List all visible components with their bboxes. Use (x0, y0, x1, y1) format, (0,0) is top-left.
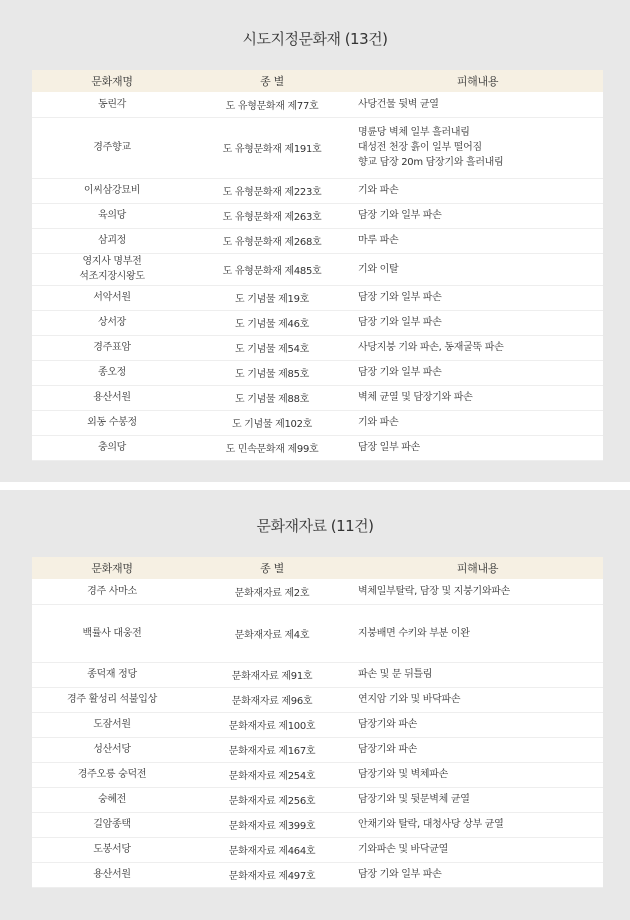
heritage-type: 도 유형문화재 제223호 (192, 178, 352, 203)
damage-description (352, 837, 603, 862)
heritage-name-line: 충의당 (97, 442, 127, 453)
heritage-name (32, 604, 192, 662)
table-row (32, 662, 603, 687)
heritage-name (32, 762, 192, 787)
heritage-name (32, 687, 192, 712)
heritage-name (32, 410, 192, 435)
heritage-type: 도 유형문화재 제268호 (192, 228, 352, 253)
heritage-type: 문화재자료 제2호 (192, 579, 352, 604)
damage-description-line: 담장기와 및 뒷문벽체 균열 (358, 794, 470, 805)
table-row (32, 862, 603, 887)
heritage-type: 문화재자료 제167호 (192, 737, 352, 762)
damage-description (352, 435, 603, 460)
table-row (32, 310, 603, 335)
table-row (32, 92, 603, 117)
damage-description (352, 762, 603, 787)
column-header-damage: 피해내용 (352, 557, 603, 579)
section-divider (0, 482, 630, 490)
column-header-name: 문화재명 (32, 557, 192, 579)
damage-description (352, 862, 603, 887)
heritage-type: 문화재자료 제100호 (192, 712, 352, 737)
heritage-name-line: 외동 수봉정 (87, 417, 137, 428)
heritage-name-line: 상서장 (97, 317, 127, 328)
damage-description (352, 360, 603, 385)
heritage-name (32, 385, 192, 410)
table-row (32, 385, 603, 410)
heritage-name (32, 117, 192, 178)
table-row (32, 117, 603, 178)
heritage-type: 도 기념물 제102호 (192, 410, 352, 435)
heritage-name (32, 837, 192, 862)
damage-description (352, 712, 603, 737)
damage-description-line: 사당건물 뒷벽 균열 (358, 98, 439, 110)
table-row (32, 228, 603, 253)
table-row (32, 762, 603, 787)
heritage-name-line: 육의당 (97, 210, 127, 221)
damage-description-line: 기와 이탈 (358, 263, 399, 275)
damage-description (352, 335, 603, 360)
damage-description-line: 담장 기와 일부 파손 (358, 317, 442, 328)
heritage-name (32, 253, 192, 285)
heritage-name-line: 경주 활성리 석불입상 (67, 694, 157, 705)
heritage-name-line: 동린각 (97, 98, 127, 110)
damage-description-line: 대성전 천장 흙이 일부 떨어짐 (358, 142, 482, 153)
damage-description-line: 명륜당 벽체 일부 흘러내림 (358, 127, 470, 138)
table-header-row (32, 557, 603, 579)
damage-description (352, 737, 603, 762)
damage-description (352, 285, 603, 310)
heritage-name-line: 경주오릉 숭덕전 (77, 769, 147, 780)
designated-heritage-table (32, 70, 603, 461)
heritage-materials-table (32, 557, 603, 888)
damage-description (352, 787, 603, 812)
damage-description-line: 향교 담장 20m 담장기와 흘러내림 (358, 157, 504, 168)
column-header-damage: 피해내용 (352, 70, 603, 92)
damage-description-line: 담장기와 파손 (358, 744, 418, 755)
damage-description (352, 812, 603, 837)
damage-description-line: 담장 기와 일부 파손 (358, 869, 442, 880)
heritage-type: 도 기념물 제19호 (192, 285, 352, 310)
section-title: 시도지정문화재 (13건) (242, 30, 388, 48)
table-row (32, 687, 603, 712)
heritage-name-line: 이씨삼강묘비 (83, 185, 141, 196)
heritage-name (32, 662, 192, 687)
heritage-type: 도 유형문화재 제191호 (192, 117, 352, 178)
damage-description-line: 기와 파손 (358, 185, 399, 196)
damage-description-line: 담장 기와 일부 파손 (358, 292, 442, 303)
table-row (32, 253, 603, 285)
damage-description-line: 벽체 균열 및 담장기와 파손 (358, 392, 473, 403)
column-header-name: 문화재명 (32, 70, 192, 92)
damage-description-line: 사당지붕 기와 파손, 동재굴뚝 파손 (358, 342, 504, 353)
heritage-type: 도 민속문화재 제99호 (192, 435, 352, 460)
damage-description (352, 92, 603, 117)
damage-description (352, 117, 603, 178)
heritage-name (32, 310, 192, 335)
damage-description-line: 지붕배면 수키와 부분 이완 (358, 627, 470, 639)
damage-description (352, 253, 603, 285)
heritage-name (32, 285, 192, 310)
damage-description-line: 담장기와 파손 (358, 719, 418, 730)
column-header-type: 종 별 (192, 70, 352, 92)
damage-description-line: 담장 일부 파손 (358, 442, 420, 453)
damage-description (352, 604, 603, 662)
heritage-name (32, 360, 192, 385)
table-row (32, 335, 603, 360)
heritage-type: 문화재자료 제497호 (192, 862, 352, 887)
heritage-type: 문화재자료 제91호 (192, 662, 352, 687)
heritage-name-line: 경주향교 (93, 142, 131, 153)
heritage-name-line: 종덕재 정당 (87, 669, 137, 680)
heritage-name (32, 712, 192, 737)
heritage-materials-panel (0, 490, 630, 920)
heritage-name (32, 435, 192, 460)
table-row (32, 837, 603, 862)
heritage-name (32, 335, 192, 360)
damage-description-line: 벽체일부탈락, 담장 및 지붕기와파손 (358, 585, 510, 597)
damage-description (352, 687, 603, 712)
damage-description-line: 파손 및 문 뒤틀림 (358, 669, 433, 680)
table-row (32, 360, 603, 385)
heritage-type: 문화재자료 제256호 (192, 787, 352, 812)
heritage-type: 문화재자료 제254호 (192, 762, 352, 787)
table-row (32, 737, 603, 762)
damage-description (352, 228, 603, 253)
heritage-type: 도 기념물 제54호 (192, 335, 352, 360)
table-row (32, 787, 603, 812)
table-row (32, 579, 603, 604)
heritage-name-line: 도봉서당 (93, 844, 131, 855)
table-row (32, 203, 603, 228)
damage-description-line: 기와파손 및 바닥균열 (358, 844, 448, 855)
heritage-type: 도 유형문화재 제263호 (192, 203, 352, 228)
table-row (32, 712, 603, 737)
damage-description (352, 310, 603, 335)
damage-description-line: 담장기와 및 벽체파손 (358, 769, 448, 780)
heritage-type: 문화재자료 제4호 (192, 604, 352, 662)
heritage-name-line: 종오정 (97, 367, 127, 378)
heritage-name (32, 178, 192, 203)
damage-description (352, 178, 603, 203)
heritage-name-line: 도잠서원 (93, 719, 131, 730)
heritage-type: 도 기념물 제46호 (192, 310, 352, 335)
heritage-name (32, 579, 192, 604)
heritage-name-line: 석조지장시왕도 (79, 271, 145, 282)
heritage-type: 도 기념물 제85호 (192, 360, 352, 385)
table-row (32, 285, 603, 310)
damage-description-line: 담장 기와 일부 파손 (358, 210, 442, 221)
heritage-name-line: 백률사 대웅전 (82, 627, 142, 639)
column-header-type: 종 별 (192, 557, 352, 579)
table-row (32, 410, 603, 435)
table-row (32, 812, 603, 837)
heritage-type: 도 기념물 제88호 (192, 385, 352, 410)
heritage-name-line: 용산서원 (93, 392, 131, 403)
heritage-name (32, 787, 192, 812)
damage-description (352, 662, 603, 687)
heritage-name (32, 862, 192, 887)
heritage-type: 도 유형문화재 제77호 (192, 92, 352, 117)
heritage-type: 문화재자료 제399호 (192, 812, 352, 837)
table-row (32, 178, 603, 203)
damage-description-line: 안채기와 탈락, 대청사당 상부 균열 (358, 819, 504, 830)
damage-description (352, 410, 603, 435)
heritage-name (32, 92, 192, 117)
table-row (32, 604, 603, 662)
heritage-type: 도 유형문화재 제485호 (192, 253, 352, 285)
damage-description (352, 579, 603, 604)
heritage-type: 문화재자료 제464호 (192, 837, 352, 862)
heritage-name (32, 228, 192, 253)
heritage-name (32, 737, 192, 762)
table-row (32, 435, 603, 460)
damage-description (352, 203, 603, 228)
heritage-name (32, 812, 192, 837)
heritage-name-line: 숭혜전 (97, 794, 127, 805)
heritage-name-line: 성산서당 (93, 744, 131, 755)
damage-description (352, 385, 603, 410)
heritage-name-line: 영지사 명부전 (82, 256, 142, 267)
heritage-name (32, 203, 192, 228)
heritage-name-line: 경주표암 (93, 342, 131, 353)
heritage-type: 문화재자료 제96호 (192, 687, 352, 712)
heritage-name-line: 용산서원 (93, 869, 131, 880)
table-header-row (32, 70, 603, 92)
damage-description-line: 기와 파손 (358, 417, 399, 428)
section-title: 문화재자료 (11건) (256, 517, 374, 535)
damage-description-line: 담장 기와 일부 파손 (358, 367, 442, 378)
damage-description-line: 마루 파손 (358, 235, 399, 246)
heritage-name-line: 삼괴정 (97, 235, 127, 246)
damage-description-line: 연지암 기와 및 바닥파손 (358, 694, 461, 705)
heritage-name-line: 경주 사마소 (87, 585, 137, 597)
heritage-name-line: 길암종택 (93, 819, 131, 830)
heritage-name-line: 서악서원 (93, 292, 131, 303)
